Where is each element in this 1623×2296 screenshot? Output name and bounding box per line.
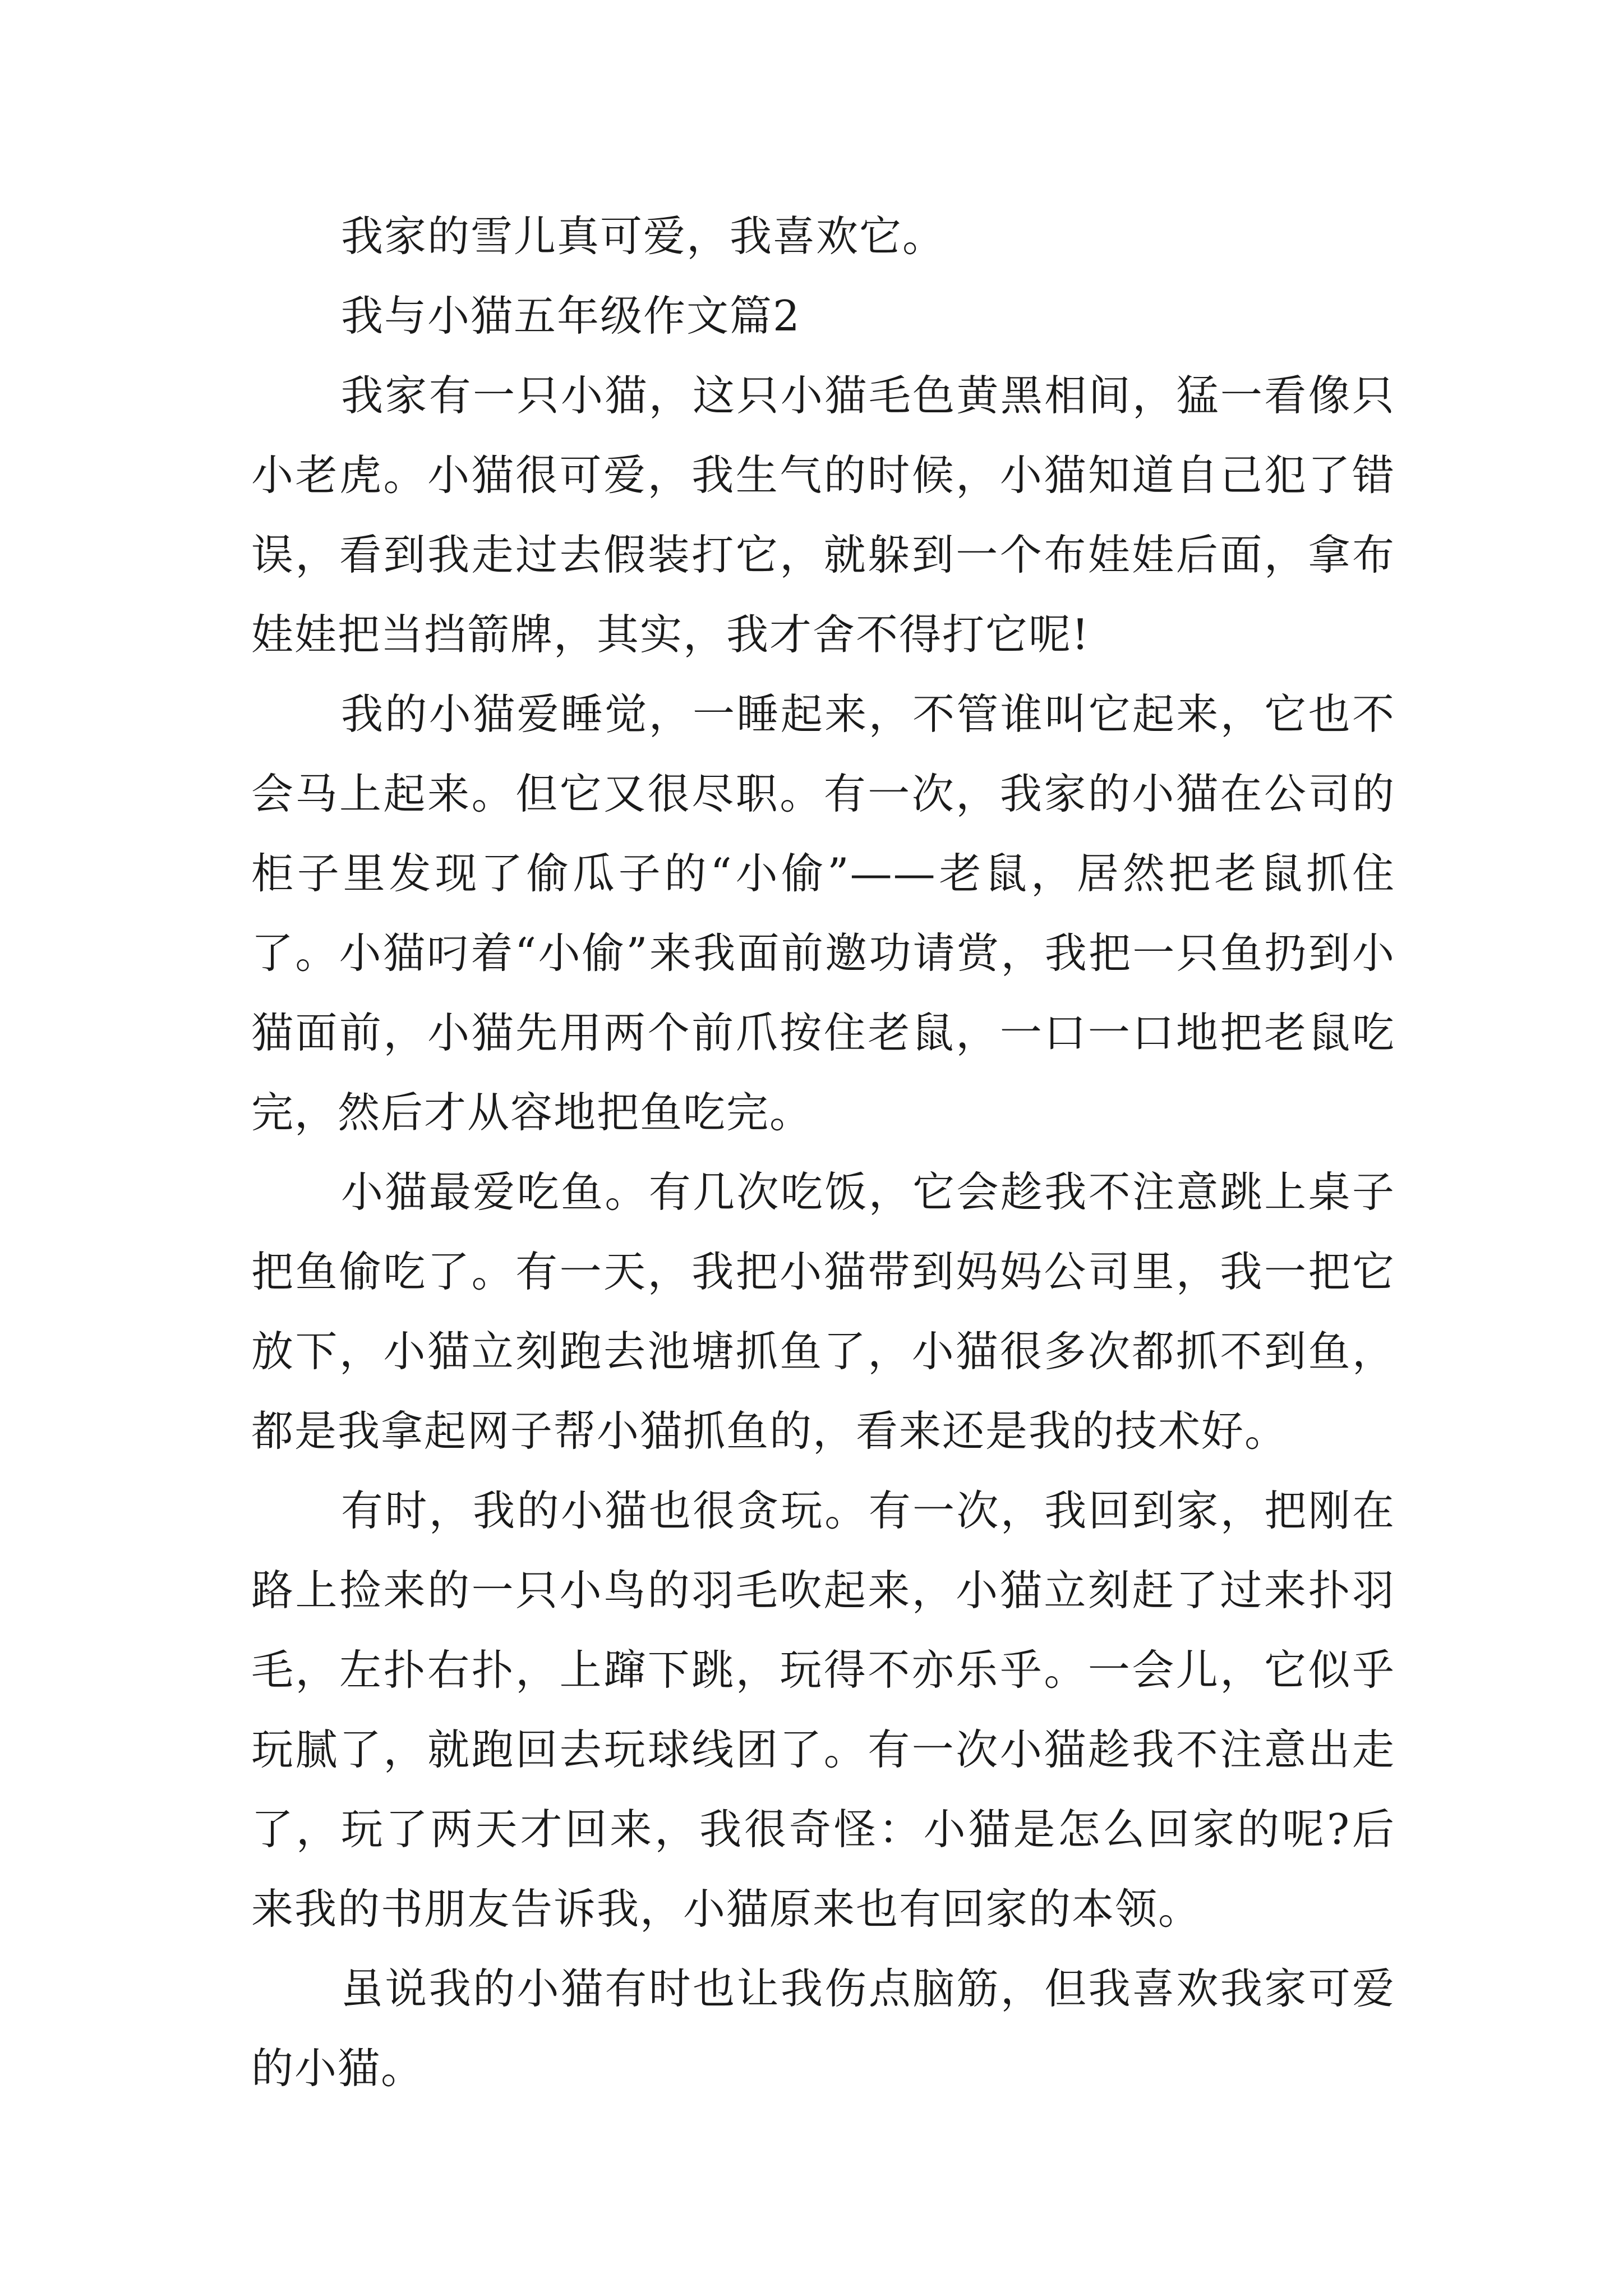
paragraph-sleep: 我的小猫爱睡觉，一睡起来，不管谁叫它起来，它也不会马上起来。但它又很尽职。有一次，我家的小猫在公司的柜子里发现了偷瓜子的“小偷”——老鼠，居然把老鼠抓住了。小猫叼着“小偷”来我面前邀功请赏，我把一只鱼扔到小猫面前，小猫先用两个前爪按住老鼠，一口一口地把老鼠吃完，然后才从容地把鱼吃完。 [251, 689, 1395, 1137]
paragraph-conclusion: 虽说我的小猫有时也让我伤点脑筋，但我喜欢我家可爱的小猫。 [251, 1964, 1395, 2093]
document-body [251, 196, 1395, 2108]
paragraph-play: 有时，我的小猫也很贪玩。有一次，我回到家，把刚在路上捡来的一只小鸟的羽毛吹起来，小猫立刻赶了过来扑羽毛，左扑右扑，上蹿下跳，玩得不亦乐乎。一会儿，它似乎玩腻了，就跑回去玩球线团了。有一次小猫趁我不注意出走了，玩了两天才回来，我很奇怪：小猫是怎么回家的呢?后来我的书朋友告诉我，小猫原来也有回家的本领。 [251, 1486, 1395, 1934]
paragraph-closing-line: 我家的雪儿真可爱，我喜欢它。 [341, 211, 946, 261]
essay-heading: 我与小猫五年级作文篇2 [341, 291, 801, 341]
paragraph-intro: 我家有一只小猫，这只小猫毛色黄黑相间，猛一看像只小老虎。小猫很可爱，我生气的时候，小猫知道自己犯了错误，看到我走过去假装打它，就躲到一个布娃娃后面，拿布娃娃把当挡箭牌，其实，我才舍不得打它呢! [251, 371, 1395, 659]
paragraph-fish: 小猫最爱吃鱼。有几次吃饭，它会趁我不注意跳上桌子把鱼偷吃了。有一天，我把小猫带到妈妈公司里，我一把它放下，小猫立刻跑去池塘抓鱼了，小猫很多次都抓不到鱼，都是我拿起网子帮小猫抓鱼的，看来还是我的技术好。 [251, 1167, 1395, 1456]
